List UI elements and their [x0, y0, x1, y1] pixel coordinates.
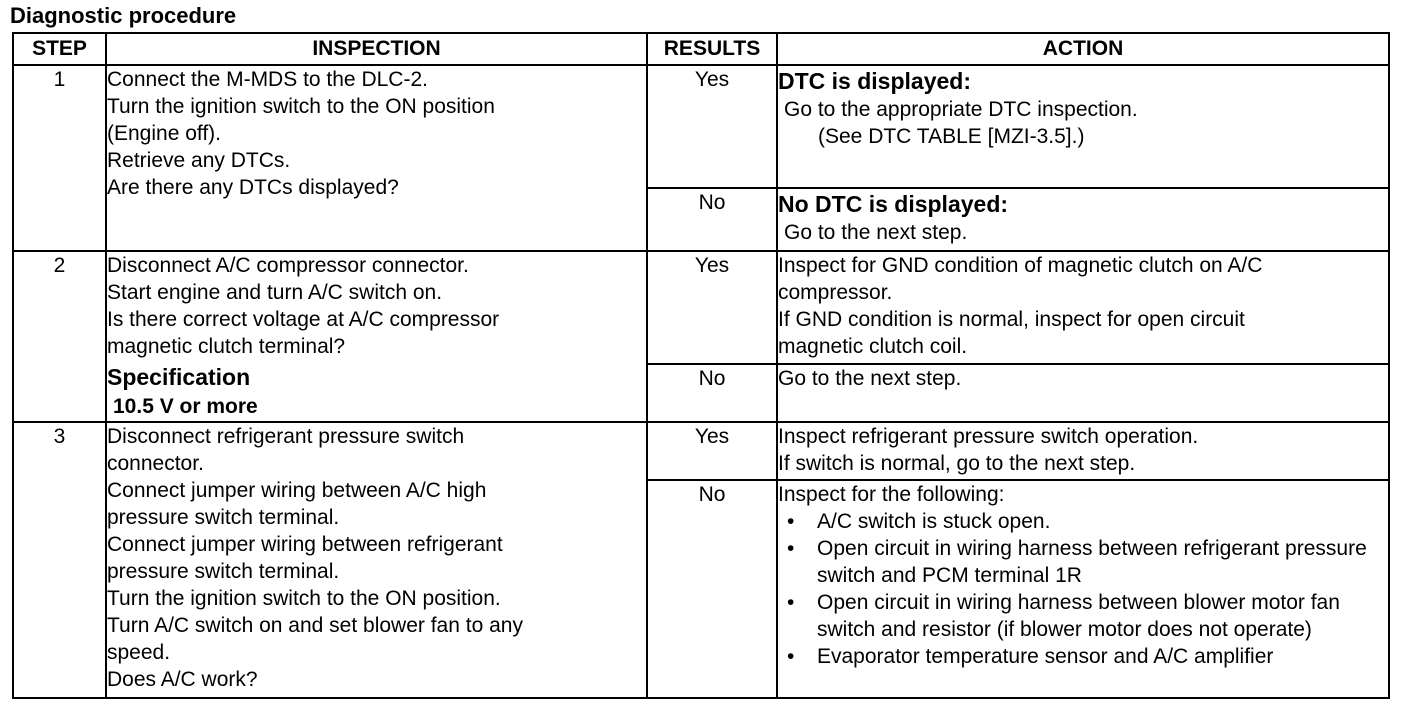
inspection-line: Turn the ignition switch to the ON position	[107, 95, 495, 118]
bullet-icon: •	[787, 591, 795, 614]
bullet-icon: •	[787, 645, 795, 668]
inspection-line: Connect jumper wiring between refrigerant	[107, 533, 503, 556]
table-row	[13, 251, 1389, 364]
inspection-line: Does A/C work?	[107, 668, 258, 691]
step-number: 1	[13, 65, 106, 251]
list-item-text: Evaporator temperature sensor and A/C amplifier	[817, 645, 1274, 668]
result-no: No	[647, 364, 777, 422]
header-inspection: INSPECTION	[106, 33, 647, 65]
inspection-line: Turn A/C switch on and set blower fan to any	[107, 614, 523, 637]
action-line: Go to the appropriate DTC inspection.	[784, 98, 1138, 121]
table-row	[13, 422, 1389, 480]
inspection-line: speed.	[107, 641, 171, 664]
inspection-line: Disconnect refrigerant pressure switch	[107, 425, 465, 448]
result-yes: Yes	[647, 65, 777, 188]
inspect-list	[778, 508, 1388, 670]
action-heading: No DTC is displayed:	[778, 191, 1009, 217]
inspection-line: Connect the M-MDS to the DLC-2.	[107, 68, 428, 91]
action-line: Inspect for GND condition of magnetic clutch on A/C	[778, 254, 1263, 277]
inspection-line: Start engine and turn A/C switch on.	[107, 281, 443, 304]
bullet-icon: •	[787, 510, 795, 533]
diagnostic-table	[12, 32, 1390, 699]
list-item-text: Open circuit in wiring harness between blower motor fan switch and resistor (if blower motor does not operate)	[817, 591, 1340, 641]
result-no: No	[647, 480, 777, 698]
result-yes: Yes	[647, 251, 777, 364]
action-cell	[777, 422, 1389, 480]
action-line: magnetic clutch coil.	[778, 335, 968, 358]
inspection-line: Retrieve any DTCs.	[107, 149, 291, 172]
list-item-text: Open circuit in wiring harness between refrigerant pressure switch and PCM terminal 1R	[817, 537, 1367, 587]
list-item	[778, 535, 1388, 589]
inspection-line: Disconnect A/C compressor connector.	[107, 254, 469, 277]
inspection-line: Turn the ignition switch to the ON position.	[107, 587, 501, 610]
header-row	[13, 33, 1389, 65]
inspection-line: connector.	[107, 452, 204, 475]
specification-heading: Specification	[107, 364, 251, 390]
action-cell	[777, 480, 1389, 698]
inspection-line: pressure switch terminal.	[107, 560, 340, 583]
inspection-line: Connect jumper wiring between A/C high	[107, 479, 487, 502]
list-item-text: A/C switch is stuck open.	[817, 510, 1051, 533]
action-line: (See DTC TABLE [MZI-3.5].)	[818, 125, 1085, 148]
page-title: Diagnostic procedure	[10, 3, 237, 28]
action-line: If GND condition is normal, inspect for open circuit	[778, 308, 1245, 331]
list-item	[778, 589, 1388, 643]
action-line: Inspect for the following:	[778, 483, 1005, 506]
header-action: ACTION	[777, 33, 1389, 65]
action-cell	[777, 65, 1389, 188]
inspection-cell	[106, 422, 647, 698]
action-line: Inspect refrigerant pressure switch operation.	[778, 425, 1199, 448]
action-cell	[777, 364, 1389, 422]
inspection-line: magnetic clutch terminal?	[107, 335, 346, 358]
action-line: compressor.	[778, 281, 893, 304]
action-cell	[777, 251, 1389, 364]
inspection-line: pressure switch terminal.	[107, 506, 340, 529]
list-item	[778, 508, 1388, 535]
action-line: If switch is normal, go to the next step.	[778, 452, 1136, 475]
list-item	[778, 643, 1388, 670]
result-no: No	[647, 188, 777, 251]
action-line: Go to the next step.	[784, 221, 968, 244]
inspection-line: Is there correct voltage at A/C compressor	[107, 308, 500, 331]
step-number: 2	[13, 251, 106, 422]
header-results: RESULTS	[647, 33, 777, 65]
inspection-line: (Engine off).	[107, 122, 222, 145]
result-yes: Yes	[647, 422, 777, 480]
specification-value: 10.5 V or more	[113, 395, 258, 418]
inspection-cell	[106, 251, 647, 422]
inspection-line: Are there any DTCs displayed?	[107, 176, 399, 199]
action-line: Go to the next step.	[778, 366, 962, 390]
bullet-icon: •	[787, 537, 795, 560]
header-step: STEP	[13, 33, 106, 65]
table-row	[13, 65, 1389, 188]
action-cell	[777, 188, 1389, 251]
step-number: 3	[13, 422, 106, 698]
inspection-cell	[106, 65, 647, 251]
action-heading: DTC is displayed:	[778, 68, 971, 94]
